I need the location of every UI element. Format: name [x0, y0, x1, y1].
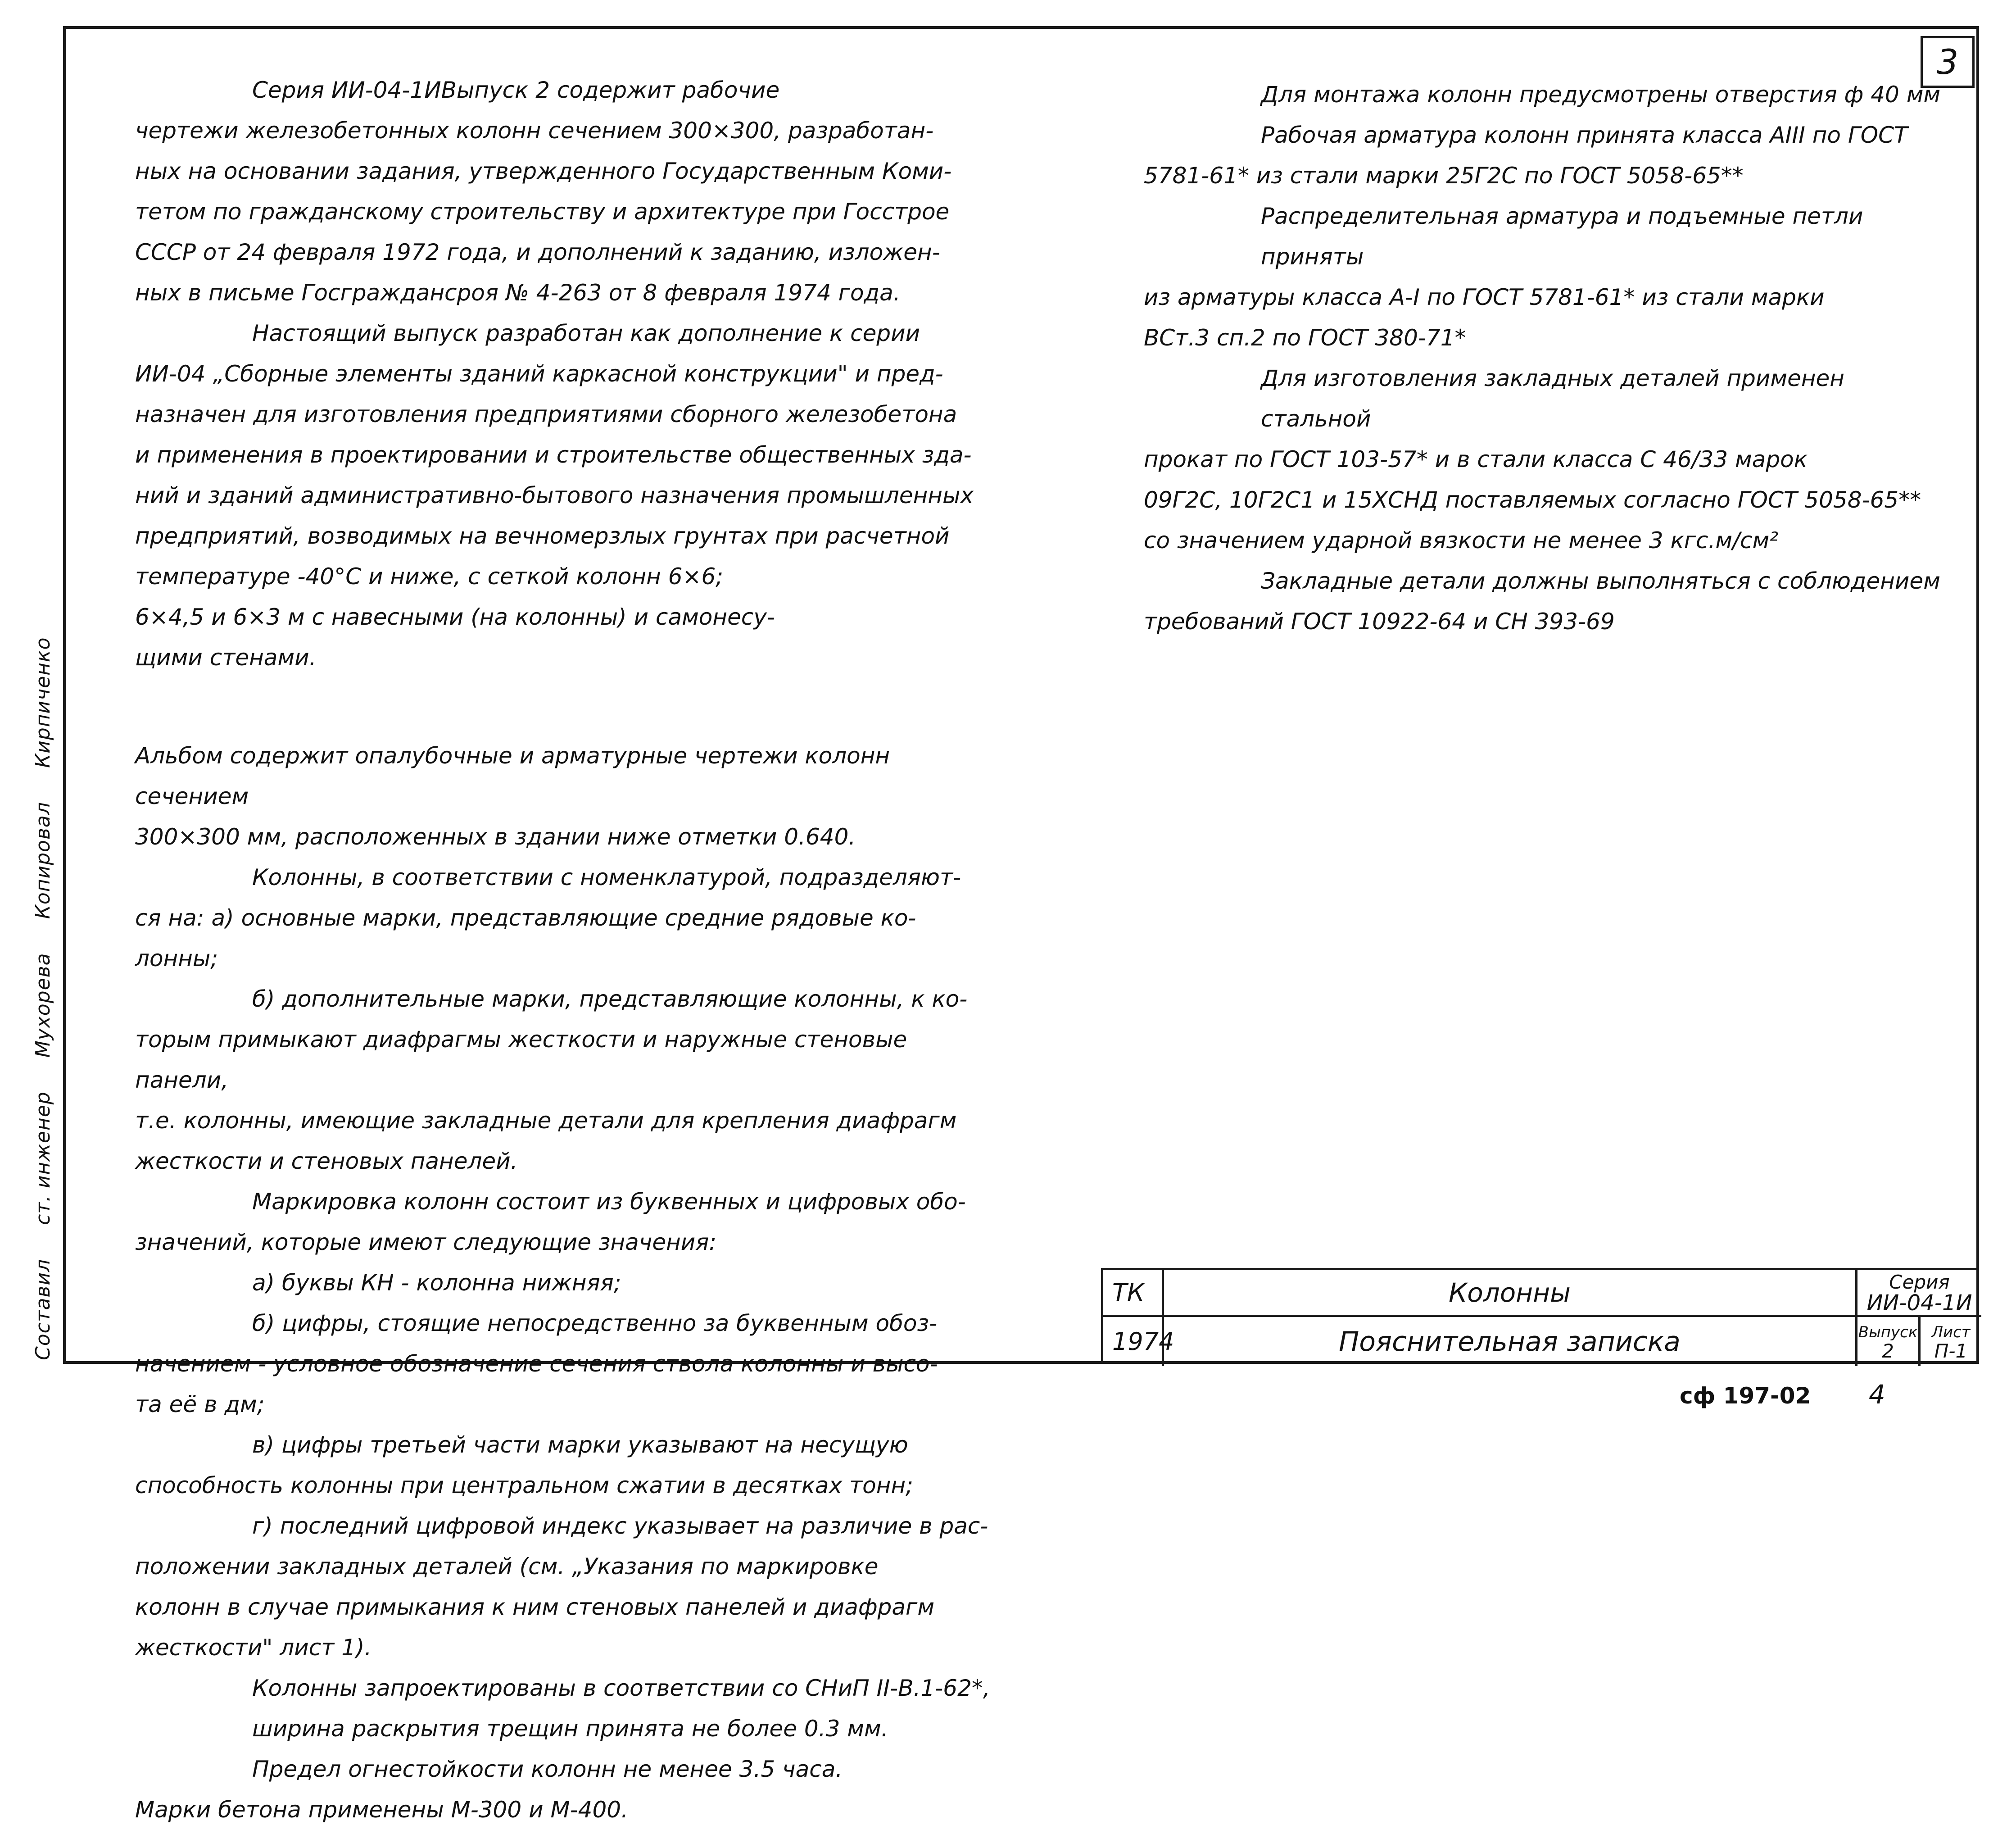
text-line: со значением ударной вязкости не менее 3 кгс.м/см² [1144, 527, 1779, 554]
text-line: лонны; [135, 945, 218, 972]
text-line: т.е. колонны, имеющие закладные детали для крепления диафрагм [135, 1108, 957, 1134]
text-line: 300×300 мм, расположенных в здании ниже отметки 0.640. [135, 824, 856, 850]
stamp-field: Мухорева [32, 953, 54, 1058]
org-code: ТК [1112, 1278, 1145, 1307]
signature-stamp-text [32, 610, 54, 1360]
document-name: Пояснительная записка [1339, 1326, 1681, 1358]
issue-value: 2 [1882, 1340, 1894, 1362]
text-line: требований ГОСТ 10922-64 и СН 393-69 [1144, 608, 1615, 635]
title-block-issue [1857, 1317, 1921, 1366]
stamp-field: Составил [32, 1258, 54, 1360]
right-text-column [1144, 74, 1945, 642]
text-line: из арматуры класса А-I по ГОСТ 5781-61* из стали марки [1144, 284, 1825, 310]
text-line: а) буквы КН - колонна нижняя; [252, 1270, 621, 1296]
title-block [1101, 1268, 1979, 1364]
text-line: ных на основании задания, утвержденного Государственным Коми- [135, 158, 952, 184]
text-line: ся на: а) основные марки, представляющие средние рядовые ко- [135, 905, 916, 931]
text-line: значений, которые имеют следующие значения: [135, 1229, 717, 1255]
text-line: торым примыкают диафрагмы жесткости и наружные стеновые панели, [135, 1026, 907, 1093]
text-line: температуре -40°С и ниже, с сеткой колонн 6×6; [135, 563, 724, 590]
text-line: Закладные детали должны выполняться с соблюдением [1261, 568, 1940, 594]
text-line: ных в письме Госграждансроя № 4-263 от 8 февраля 1974 года. [135, 280, 901, 306]
title-block-document [1164, 1317, 1857, 1366]
binding-stamp-strip [9, 126, 54, 1360]
series-label: Серия [1889, 1271, 1950, 1293]
text-line: б) дополнительные марки, представляющие колонны, к ко- [252, 986, 968, 1012]
drawing-title: Колонны [1449, 1277, 1571, 1308]
text-line: 5781-61* из стали марки 25Г2С по ГОСТ 5058-65** [1144, 163, 1744, 189]
text-line: щими стенами. [135, 645, 317, 671]
text-line: ний и зданий административно-бытового назначения промышленных [135, 482, 974, 509]
text-line: чертежи железобетонных колонн сечением 300×300, разработан- [135, 118, 934, 144]
text-line: назначен для изготовления предприятиями сборного железобетона [135, 401, 957, 427]
left-text-column [135, 70, 991, 1830]
page-number: 4 [1869, 1379, 1885, 1410]
title-block-org [1103, 1270, 1164, 1317]
year-value: 1974 [1112, 1327, 1174, 1356]
text-line: ИИ-04 „Сборные элементы зданий каркасной конструкции" и пред- [135, 361, 943, 387]
title-block-sheet [1921, 1317, 1981, 1366]
text-line: Для монтажа колонн предусмотрены отверстия ф 40 мм [1261, 82, 1941, 108]
text-line: г) последний цифровой индекс указывает на различие в рас- [252, 1513, 988, 1539]
text-line [135, 700, 991, 713]
sheet-number: 3 [1936, 42, 1959, 82]
stamp-field: Кирпиченко [32, 637, 54, 768]
text-line: 09Г2С, 10Г2С1 и 15ХСНД поставляемых согласно ГОСТ 5058-65** [1144, 487, 1921, 513]
text-line: Для изготовления закладных деталей применен стальной [1261, 365, 1844, 432]
text-line: Предел огнестойкости колонн не менее 3.5 часа. [252, 1756, 843, 1782]
text-line: Альбом содержит опалубочные и арматурные чертежи колонн сечением [135, 743, 890, 809]
text-line: тетом по гражданскому строительству и архитектуре при Госстрое [135, 199, 950, 225]
text-line: колонн в случае примыкания к ним стеновых панелей и диафрагм [135, 1594, 935, 1620]
issue-label: Выпуск [1858, 1323, 1918, 1341]
stamp-field: Копировал [32, 802, 54, 919]
series-value: ИИ-04-1И [1866, 1290, 1972, 1316]
title-block-title [1164, 1270, 1857, 1317]
text-line: Колонны, в соответствии с номенклатурой, подразделяют- [252, 864, 961, 890]
text-line: СССР от 24 февраля 1972 года, и дополнений к заданию, изложен- [135, 239, 940, 265]
text-line: жесткости и стеновых панелей. [135, 1148, 518, 1174]
text-line: б) цифры, стоящие непосредственно за буквенным обоз- [252, 1310, 938, 1336]
text-line: и применения в проектировании и строительстве общественных зда- [135, 442, 972, 468]
text-line: Маркировка колонн состоит из буквенных и цифровых обо- [252, 1189, 966, 1215]
text-line: предприятий, возводимых на вечномерзлых грунтах при расчетной [135, 523, 950, 549]
archive-code: сф 197-02 [1680, 1383, 1811, 1409]
text-line: Рабочая арматура колонн принята класса АIII по ГОСТ [1261, 122, 1908, 148]
text-line: Марки бетона применены М-300 и М-400. [135, 1797, 628, 1823]
text-line: ширина раскрытия трещин принята не более 0.3 мм. [252, 1716, 888, 1742]
text-line: 6×4,5 и 6×3 м с навесными (на колонны) и самонесу- [135, 604, 775, 630]
text-line: положении закладных деталей (см. „Указания по маркировке [135, 1553, 879, 1580]
text-line: Колонны запроектированы в соответствии со СНиП II-В.1-62*, [252, 1675, 990, 1701]
title-block-year [1103, 1317, 1174, 1366]
text-line: Серия ИИ-04-1ИВыпуск 2 содержит рабочие [252, 77, 780, 103]
text-line: Настоящий выпуск разработан как дополнение к серии [252, 320, 920, 346]
text-line: прокат по ГОСТ 103-57* и в стали класса С 46/33 марок [1144, 446, 1808, 472]
stamp-field: ст. инженер [32, 1091, 54, 1225]
text-line: ВСт.3 сп.2 по ГОСТ 380-71* [1144, 325, 1466, 351]
text-line: жесткости" лист 1). [135, 1635, 372, 1661]
title-block-series [1857, 1270, 1981, 1317]
sheet-label: Лист [1931, 1323, 1971, 1341]
text-line: начением - условное обозначение сечения ствола колонны и высо- [135, 1351, 938, 1377]
sheet-value: П-1 [1934, 1340, 1968, 1362]
text-line: способность колонны при центральном сжатии в десятках тонн; [135, 1472, 914, 1499]
text-line: Распределительная арматура и подъемные петли приняты [1261, 203, 1863, 270]
text-line: в) цифры третьей части марки указывают на несущую [252, 1432, 908, 1458]
text-line: та её в дм; [135, 1391, 265, 1417]
